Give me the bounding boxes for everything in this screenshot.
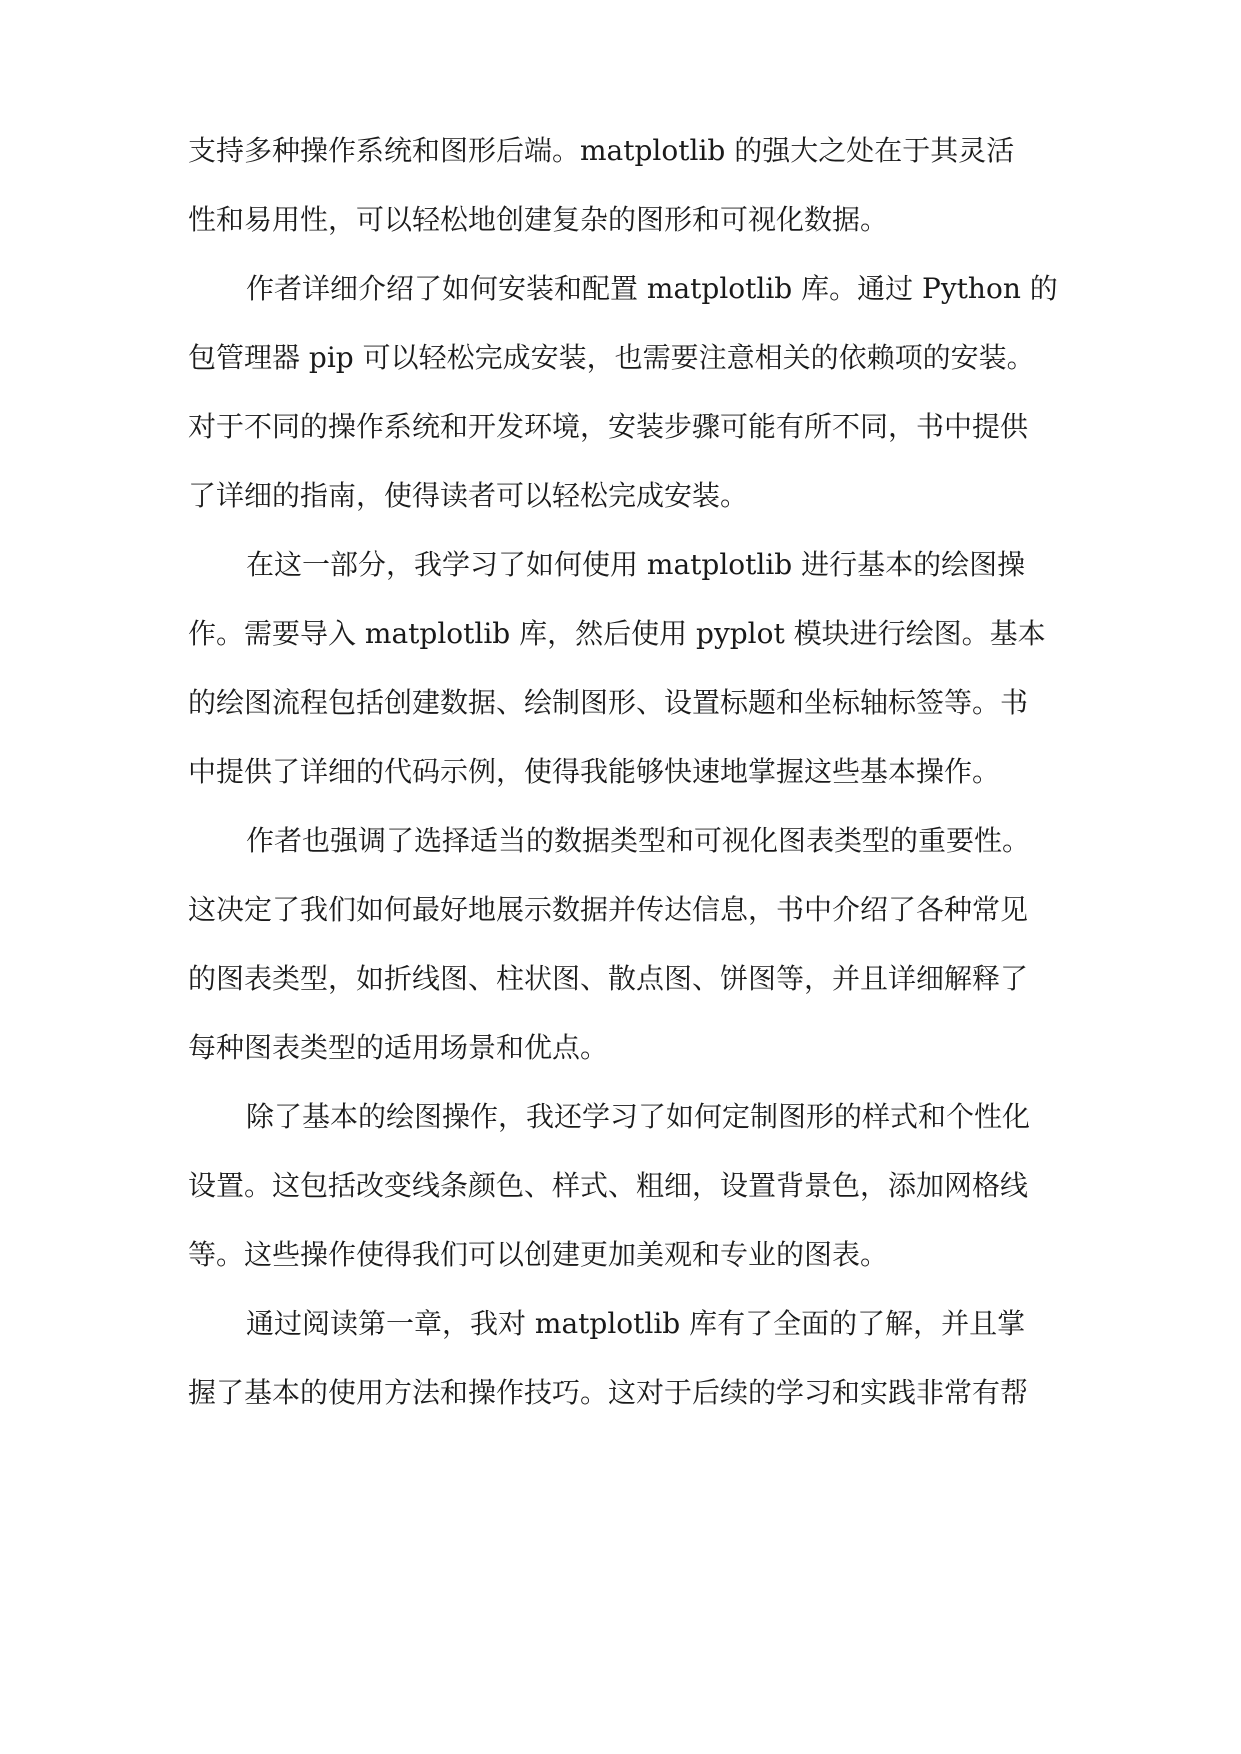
text-line: 的绘图流程包括创建数据、绘制图形、设置标题和坐标轴标签等。书	[188, 686, 1029, 719]
text-line: 这决定了我们如何最好地展示数据并传达信息，书中介绍了各种常见	[188, 893, 1029, 926]
text-line: 对于不同的操作系统和开发环境，安装步骤可能有所不同，书中提供	[188, 410, 1029, 443]
text-line: 在这一部分，我学习了如何使用 matplotlib 进行基本的绘图操	[246, 548, 1026, 581]
text-line: 了详细的指南，使得读者可以轻松完成安装。	[188, 479, 749, 512]
text-line: 性和易用性，可以轻松地创建复杂的图形和可视化数据。	[188, 203, 889, 236]
text-line: 包管理器 pip 可以轻松完成安装，也需要注意相关的依赖项的安装。	[188, 341, 1035, 374]
text-line: 作者也强调了选择适当的数据类型和可视化图表类型的重要性。	[246, 824, 1031, 857]
text-line: 通过阅读第一章，我对 matplotlib 库有了全面的了解，并且掌	[246, 1307, 1026, 1340]
text-line: 等。这些操作使得我们可以创建更加美观和专业的图表。	[188, 1238, 889, 1271]
text-line: 每种图表类型的适用场景和优点。	[188, 1031, 609, 1064]
text-line: 作者详细介绍了如何安装和配置 matplotlib 库。通过 Python 的	[246, 272, 1058, 305]
text-line: 作。需要导入 matplotlib 库，然后使用 pyplot 模块进行绘图。基本	[188, 617, 1046, 650]
text-line: 支持多种操作系统和图形后端。matplotlib 的强大之处在于其灵活	[188, 134, 1015, 167]
text-line: 握了基本的使用方法和操作技巧。这对于后续的学习和实践非常有帮	[188, 1376, 1029, 1409]
text-line: 设置。这包括改变线条颜色、样式、粗细，设置背景色，添加网格线	[188, 1169, 1029, 1202]
text-line: 的图表类型，如折线图、柱状图、散点图、饼图等，并且详细解释了	[188, 962, 1029, 995]
text-line: 除了基本的绘图操作，我还学习了如何定制图形的样式和个性化	[246, 1100, 1031, 1133]
text-line: 中提供了详细的代码示例，使得我能够快速地掌握这些基本操作。	[188, 755, 1001, 788]
